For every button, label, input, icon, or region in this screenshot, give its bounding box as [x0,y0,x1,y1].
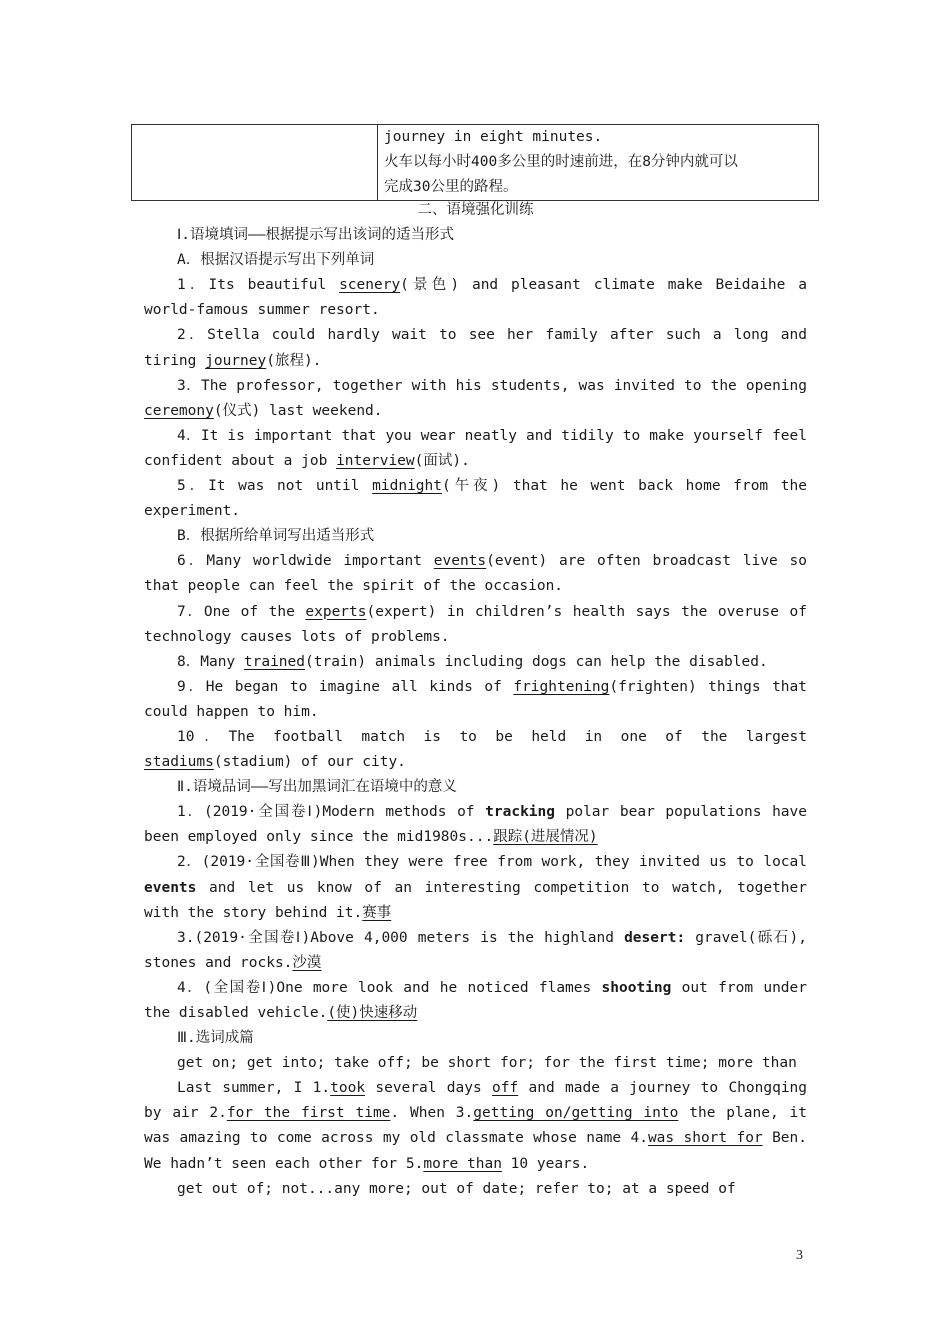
exercise-item: 1．Its beautiful scenery(景色) and pleasant climate make Beidaihe a world-famous summer resort. [144,277,807,319]
word-box: get on; get into; take off; be short for; for the first time; more than [177,1055,797,1072]
exercise-item: 2．(2019·全国卷Ⅲ)When they were free from work, they invited us to local events and let us know of an interesting competition to watch, together with the story behind it.赛事 [144,854,807,921]
bold-word: events [144,879,197,896]
answer: was short for [647,1130,763,1147]
answer: midnight [372,478,442,495]
exercise-item: 10．The football match is to be held in one of the largest stadiums(stadium) of our city. [144,728,807,771]
exercise-item: 3.(2019·全国卷Ⅰ)Above 4,000 meters is the highland desert: gravel(砾石), stones and rocks.沙漠 [144,929,807,971]
exercise-item: 8．Many trained(train) animals including dogs can help the disabled. [177,653,768,670]
sub-heading-b: B．根据所给单词写出适当形式 [177,528,375,545]
answer: experts [305,603,367,620]
table-left-cell [132,125,378,201]
passage: Last summer, I 1.took several days off and made a journey to Chongqing by air 2.for the first time. When 3.getting on/getting into the plane, it was amazing to come across my old classmate whose name 4.was short for Ben. We hadn’t seen each other for 5.more than 10 years. [144,1080,808,1172]
exercise-item: 5．It was not until midnight(午夜) that he went back home from the experiment. [144,478,808,520]
answer: journey [205,352,267,369]
top-table [131,124,819,201]
answer: interview [336,452,415,469]
bold-word: tracking [485,804,555,821]
answer: getting on/getting into [473,1105,679,1122]
exercise-item: 1．(2019·全国卷Ⅰ)Modern methods of tracking polar bear populations have been employed only since the mid1980s...跟踪(进展情况) [144,804,807,846]
answer: for the first time [226,1105,391,1122]
page-number: 3 [796,1248,803,1263]
answer: scenery [339,277,401,294]
exercise-item: 6．Many worldwide important events(event) are often broadcast live so that people can feel the spirit of the occasion. [144,553,807,595]
part1-title: Ⅰ.语境填词——根据提示写出该词的适当形式 [177,227,454,244]
table-right-cell [378,125,819,201]
table-line: journey in eight minutes. [384,129,603,145]
exercise-item: 4．It is important that you wear neatly and tidily to make yourself feel confident about a job interview(面试). [144,427,807,469]
answer: more than [423,1155,502,1172]
exercise-item: 7．One of the experts(expert) in children’s health says the overuse of technology causes lots of problems. [144,603,807,645]
table-line: 火车以每小时400多公里的时速前进，在8分钟内就可以 [384,154,738,170]
exercise-item: 3．The professor, together with his students, was invited to the opening ceremony(仪式) last weekend. [144,377,807,419]
answer: ceremony [144,402,214,419]
answer: (使)快速移动 [327,1005,418,1021]
answer: events [433,553,487,570]
answer: 沙漠 [292,954,322,971]
table-line: 完成30公里的路程。 [384,179,518,195]
bold-word: desert: [624,929,686,946]
answer: 跟踪(进展情况) [493,829,598,846]
answer: took [330,1080,366,1097]
main-content [144,198,807,1202]
word-box: get out of; not...any more; out of date; refer to; at a speed of [177,1180,736,1197]
section-title: 二、语境强化训练 [417,202,534,218]
answer: 赛事 [362,904,392,921]
part2-title: Ⅱ.语境品词——写出加黑词汇在语境中的意义 [177,779,457,796]
answer: stadiums [144,754,214,771]
bold-word: shooting [601,979,672,996]
answer: trained [243,653,305,670]
exercise-item: 4．(全国卷Ⅰ)One more look and he noticed flames shooting out from under the disabled vehicle.(使)快速移动 [144,979,807,1021]
answer: frightening [513,678,610,695]
sub-heading-a: A．根据汉语提示写出下列单词 [177,252,375,269]
answer: off [492,1080,519,1097]
exercise-item: 9．He began to imagine all kinds of frightening(frighten) things that could happen to him. [144,678,807,720]
part3-title: Ⅲ.选词成篇 [177,1030,254,1047]
exercise-item: 2．Stella could hardly wait to see her family after such a long and tiring journey(旅程). [144,327,807,369]
